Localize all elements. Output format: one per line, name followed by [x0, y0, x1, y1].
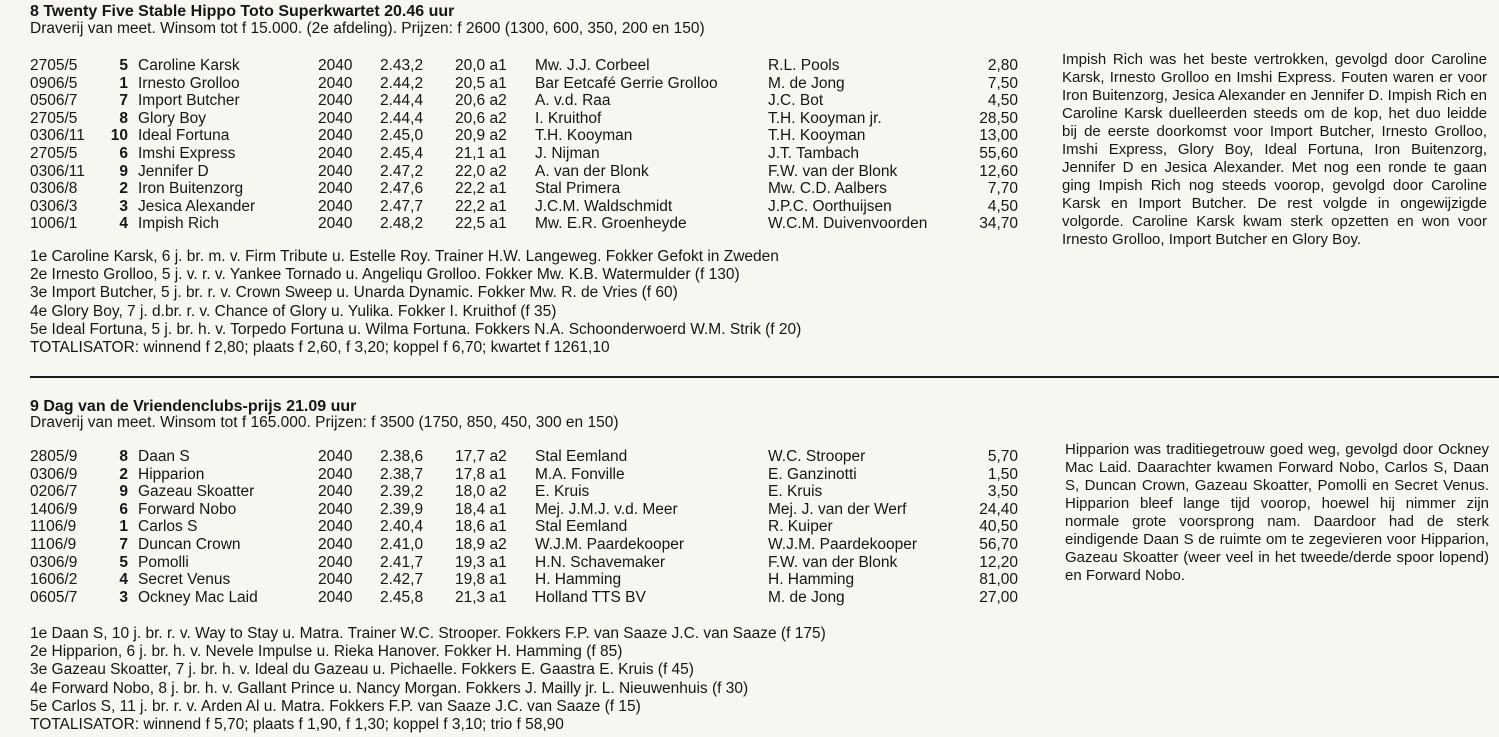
result-time: 2.38,6: [380, 448, 424, 465]
result-odds: 28,50: [979, 109, 1018, 127]
result-code: 1406/9: [30, 500, 78, 518]
result-code: 0906/5: [30, 74, 78, 92]
result-code: 0306/9: [30, 465, 78, 483]
result-num: 8: [119, 448, 128, 465]
race-9-conditions: Draverij van meet. Winsom tot f 165.000. Prijzen: f 3500 (1750, 850, 450, 300 en 150): [30, 414, 619, 431]
result-horse: Caroline Karsk: [138, 57, 240, 74]
result-owner: J.C.M. Waldschmidt: [535, 197, 673, 215]
result-time: 2.41,7: [380, 553, 424, 571]
result-num: 3: [119, 588, 128, 606]
section-divider: [30, 376, 1499, 378]
race-8-conditions: Draverij van meet. Winsom tot f 15.000. (2e afdeling). Prijzen: f 2600 (1300, 600, 350, 200 en 150): [30, 20, 705, 37]
result-row: [30, 589, 1018, 607]
result-time: 2.45,8: [380, 588, 424, 606]
result-horse: Gazeau Skoatter: [138, 483, 255, 501]
placing-line: 4e Forward Nobo, 8 j. br. h. v. Gallant Prince u. Nancy Morgan. Fokkers J. Mailly jr. L. Nieuwenhuis (f 30): [30, 679, 749, 697]
result-driver: M. de Jong: [768, 74, 845, 92]
race-9-placings: [30, 625, 826, 734]
result-red: 22,2 a1: [455, 197, 507, 215]
result-time: 2.41,0: [380, 535, 424, 553]
result-code: 0306/9: [30, 553, 78, 571]
result-horse: Daan S: [138, 448, 190, 465]
result-num: 9: [119, 162, 128, 180]
result-odds: 24,40: [979, 500, 1018, 518]
result-num: 4: [119, 571, 128, 589]
result-red: 18,0 a2: [455, 483, 507, 501]
result-code: 0306/3: [30, 197, 78, 215]
result-owner: Stal Primera: [535, 180, 621, 198]
result-row: [30, 127, 1018, 145]
result-time: 2.39,9: [380, 500, 424, 518]
result-row: [30, 466, 1018, 484]
result-num: 2: [119, 180, 128, 198]
result-red: 21,3 a1: [455, 588, 507, 606]
result-num: 9: [119, 483, 128, 501]
result-horse: Duncan Crown: [138, 535, 241, 553]
result-num: 1: [119, 518, 128, 536]
result-odds: 7,50: [987, 74, 1018, 92]
race-8-title: 8 Twenty Five Stable Hippo Toto Superkwartet 20.46 uur: [30, 3, 455, 20]
result-odds: 4,50: [987, 92, 1018, 110]
result-driver: R.L. Pools: [768, 57, 840, 74]
result-num: 5: [119, 553, 128, 571]
result-time: 2.45,0: [380, 127, 424, 145]
placing-line: 5e Carlos S, 11 j. br. r. v. Arden Al u. Matra. Fokkers F.P. van Saaze J.C. van Saaze (f 15): [30, 697, 641, 715]
result-driver: J.T. Tambach: [768, 144, 860, 162]
result-row: [30, 163, 1018, 181]
result-odds: 55,60: [979, 144, 1018, 162]
result-row: [30, 198, 1018, 216]
result-odds: 2,80: [987, 57, 1018, 74]
result-num: 1: [119, 74, 128, 92]
result-time: 2.47,2: [380, 162, 424, 180]
result-row: [30, 180, 1018, 198]
result-owner: H. Hamming: [535, 571, 622, 589]
result-owner: Mej. J.M.J. v.d. Meer: [535, 500, 678, 518]
result-time: 2.47,7: [380, 197, 424, 215]
result-driver: J.P.C. Oorthuijsen: [768, 197, 892, 215]
result-driver: T.H. Kooyman: [768, 127, 866, 145]
result-owner: A. v.d. Raa: [535, 92, 611, 110]
result-time: 2.47,6: [380, 180, 424, 198]
result-red: 18,6 a1: [455, 518, 507, 536]
result-odds: 56,70: [979, 535, 1018, 553]
result-owner: I. Kruithof: [535, 109, 602, 127]
result-row: [30, 145, 1018, 163]
result-owner: Stal Eemland: [535, 518, 628, 536]
result-driver: R. Kuiper: [768, 518, 833, 536]
result-owner: Stal Eemland: [535, 448, 628, 465]
result-code: 1006/1: [30, 215, 78, 233]
result-row: [30, 518, 1018, 536]
result-time: 2.44,4: [380, 109, 424, 127]
result-odds: 4,50: [987, 197, 1018, 215]
result-owner: J. Nijman: [535, 144, 600, 162]
result-code: 1106/9: [30, 518, 77, 536]
result-horse: Irnesto Grolloo: [138, 74, 240, 92]
result-code: 2705/5: [30, 57, 78, 74]
result-code: 0605/7: [30, 588, 78, 606]
result-horse: Forward Nobo: [138, 500, 237, 518]
result-num: 10: [110, 127, 128, 145]
result-code: 1606/2: [30, 571, 78, 589]
result-horse: Import Butcher: [138, 92, 240, 110]
result-driver: E. Ganzinotti: [768, 465, 857, 483]
result-dist: 2040: [318, 553, 353, 571]
result-odds: 12,20: [979, 553, 1018, 571]
result-horse: Jesica Alexander: [138, 197, 256, 215]
result-owner: Mw. J.J. Corbeel: [535, 57, 650, 74]
result-time: 2.42,7: [380, 571, 424, 589]
result-driver: J.C. Bot: [768, 92, 824, 110]
result-red: 22,2 a1: [455, 180, 507, 198]
result-driver: W.J.M. Paardekooper: [768, 535, 918, 553]
result-dist: 2040: [318, 127, 353, 145]
result-horse: Secret Venus: [138, 571, 231, 589]
result-red: 18,9 a2: [455, 535, 507, 553]
result-dist: 2040: [318, 588, 353, 606]
result-owner: W.J.M. Paardekooper: [535, 535, 685, 553]
result-red: 19,3 a1: [455, 553, 507, 571]
result-num: 5: [119, 57, 128, 74]
result-dist: 2040: [318, 448, 353, 465]
result-dist: 2040: [318, 74, 353, 92]
placing-line: 1e Daan S, 10 j. br. r. v. Way to Stay u. Matra. Trainer W.C. Strooper. Fokkers F.P. van Saaze J.C. van Saaze (f 175): [30, 625, 826, 642]
result-num: 4: [119, 215, 128, 233]
placing-line: 2e Irnesto Grolloo, 5 j. v. r. v. Yankee Tornado u. Angeliqu Grolloo. Fokker Mw. K.B. Watermulder (f 130): [30, 266, 740, 284]
result-code: 0306/11: [30, 162, 85, 180]
totalisator-line: TOTALISATOR: winnend f 5,70; plaats f 1,90, f 1,30; koppel f 3,10; trio f 58,90: [30, 716, 564, 734]
placing-line: 1e Caroline Karsk, 6 j. br. m. v. Firm Tribute u. Estelle Roy. Trainer H.W. Langeweg. Fokker Gefokt in Zweden: [30, 248, 779, 265]
result-odds: 40,50: [979, 518, 1018, 536]
result-row: [30, 554, 1018, 572]
result-dist: 2040: [318, 571, 353, 589]
result-red: 19,8 a1: [455, 571, 507, 589]
result-owner: Holland TTS BV: [535, 588, 646, 606]
result-driver: W.C.M. Duivenvoorden: [768, 215, 928, 233]
result-owner: T.H. Kooyman: [535, 127, 633, 145]
result-red: 17,7 a2: [455, 448, 507, 465]
result-red: 17,8 a1: [455, 465, 507, 483]
result-dist: 2040: [318, 109, 353, 127]
race-9-title: 9 Dag van de Vriendenclubs-prijs 21.09 uur: [30, 398, 357, 415]
result-row: [30, 92, 1018, 110]
placing-line: 3e Gazeau Skoatter, 7 j. br. h. v. Ideal du Gazeau u. Pichaelle. Fokkers E. Gaastra E. Kruis (f 45): [30, 661, 694, 679]
result-red: 20,5 a1: [455, 74, 507, 92]
result-horse: Jennifer D: [138, 162, 209, 180]
result-odds: 13,00: [979, 127, 1018, 145]
race-8-results: [30, 57, 1018, 233]
result-dist: 2040: [318, 144, 353, 162]
race-9-results: [30, 448, 1018, 606]
result-code: 2705/5: [30, 109, 78, 127]
result-num: 7: [119, 92, 128, 110]
result-driver: T.H. Kooyman jr.: [768, 109, 882, 127]
result-horse: Hipparion: [138, 465, 205, 483]
result-num: 3: [119, 197, 128, 215]
result-owner: A. van der Blonk: [535, 162, 649, 180]
result-time: 2.39,2: [380, 483, 424, 501]
result-odds: 12,60: [979, 162, 1018, 180]
result-horse: Glory Boy: [138, 109, 207, 127]
result-row: [30, 75, 1018, 93]
result-red: 22,0 a2: [455, 162, 507, 180]
result-owner: M.A. Fonville: [535, 465, 625, 483]
result-time: 2.45,4: [380, 144, 424, 162]
result-time: 2.44,2: [380, 74, 424, 92]
result-dist: 2040: [318, 92, 353, 110]
result-row: [30, 483, 1018, 501]
result-horse: Impish Rich: [138, 215, 219, 233]
result-row: [30, 110, 1018, 128]
result-time: 2.48,2: [380, 215, 424, 233]
result-num: 8: [119, 109, 128, 127]
result-odds: 3,50: [987, 483, 1018, 501]
result-horse: Imshi Express: [138, 144, 236, 162]
placing-line: 3e Import Butcher, 5 j. br. r. v. Crown Sweep u. Unarda Dynamic. Fokker Mw. R. de Vries (f 60): [30, 284, 678, 302]
result-odds: 27,00: [979, 588, 1018, 606]
result-red: 21,1 a1: [455, 144, 507, 162]
result-horse: Ideal Fortuna: [138, 127, 230, 145]
result-row: [30, 536, 1018, 554]
result-odds: 1,50: [987, 465, 1018, 483]
result-num: 6: [119, 500, 128, 518]
result-time: 2.40,4: [380, 518, 424, 536]
result-dist: 2040: [318, 162, 353, 180]
result-num: 6: [119, 144, 128, 162]
result-driver: M. de Jong: [768, 588, 845, 606]
totalisator-line: TOTALISATOR: winnend f 2,80; plaats f 2,60, f 3,20; koppel f 6,70; kwartet f 1261,10: [30, 339, 610, 357]
result-driver: H. Hamming: [768, 571, 855, 589]
result-dist: 2040: [318, 518, 353, 536]
race-9-report: Hipparion was traditiegetrouw goed weg, gevolgd door Ockney Mac Laid. Daarachter kwamen Forward Nobo, Carlos S, Daan S, Duncan Crown, Gazeau Skoatter, Pomolli en Secret Venus. Hipparion bleef lange tijd voorop, hoewel hij nimmer zijn normale grote voorsprong nam. Daardoor had de sterk eindigende Daan S de ruimte om te zegevieren voor Hipparion, Gazeau Skoatter (weer veel in het tweede/derde spoor lopend) en Forward Nobo.: [1065, 441, 1489, 584]
result-odds: 7,70: [987, 180, 1018, 198]
result-dist: 2040: [318, 483, 353, 501]
result-num: 7: [119, 535, 128, 553]
result-row: [30, 448, 1018, 466]
result-driver: E. Kruis: [768, 483, 823, 501]
result-code: 2805/9: [30, 448, 78, 465]
result-horse: Pomolli: [138, 553, 189, 571]
result-code: 2705/5: [30, 144, 78, 162]
race-8-placings: [30, 248, 801, 357]
result-red: 20,6 a2: [455, 109, 507, 127]
result-owner: E. Kruis: [535, 483, 590, 501]
race-8-report: Impish Rich was het beste vertrokken, gevolgd door Caroline Karsk, Irnesto Grolloo en Imshi Express. Fouten waren er voor Iron Buitenzorg, Jesica Alexander en Jennifer D. Impish Rich en Caroline Karsk duelleerden steeds om de kop, het duo leidde bij de eerste doorkomst voor Import Butcher, Irnesto Grolloo, Imshi Express, Glory Boy, Ideal Fortuna, Iron Buitenzorg, Jennifer D en Jesica Alexander. Met nog een ronde te gaan ging Impish Rich nog steeds voorop, gevolgd door Caroline Karsk en Import Butcher. De rest volgde in ongewijzigde volgorde. Caroline Karsk kwam sterk opzetten en won voor Irnesto Grolloo, Import Butcher en Glory Boy.: [1062, 51, 1487, 248]
result-odds: 5,70: [987, 448, 1018, 465]
result-row: [30, 215, 1018, 233]
result-dist: 2040: [318, 57, 353, 74]
result-dist: 2040: [318, 215, 353, 233]
result-driver: Mw. C.D. Aalbers: [768, 180, 887, 198]
result-horse: Carlos S: [138, 518, 198, 536]
result-dist: 2040: [318, 535, 353, 553]
result-horse: Ockney Mac Laid: [138, 588, 258, 606]
result-dist: 2040: [318, 500, 353, 518]
result-red: 22,5 a1: [455, 215, 507, 233]
result-red: 20,9 a2: [455, 127, 507, 145]
result-row: [30, 501, 1018, 519]
result-red: 18,4 a1: [455, 500, 507, 518]
result-driver: F.W. van der Blonk: [768, 162, 898, 180]
result-horse: Iron Buitenzorg: [138, 180, 244, 198]
result-owner: H.N. Schavemaker: [535, 553, 666, 571]
result-owner: Bar Eetcafé Gerrie Grolloo: [535, 74, 718, 92]
result-driver: Mej. J. van der Werf: [768, 500, 907, 518]
result-driver: W.C. Strooper: [768, 448, 866, 465]
result-time: 2.38,7: [380, 465, 424, 483]
placing-line: 4e Glory Boy, 7 j. d.br. r. v. Chance of Glory u. Yulika. Fokker I. Kruithof (f 35): [30, 302, 557, 320]
result-red: 20,6 a2: [455, 92, 507, 110]
result-code: 0306/8: [30, 180, 78, 198]
result-time: 2.43,2: [380, 57, 424, 74]
result-time: 2.44,4: [380, 92, 424, 110]
result-red: 20,0 a1: [455, 57, 507, 74]
result-owner: Mw. E.R. Groenheyde: [535, 215, 687, 233]
result-code: 0206/7: [30, 483, 78, 501]
result-driver: F.W. van der Blonk: [768, 553, 898, 571]
result-dist: 2040: [318, 465, 353, 483]
result-odds: 81,00: [979, 571, 1018, 589]
placing-line: 5e Ideal Fortuna, 5 j. br. h. v. Torpedo Fortuna u. Wilma Fortuna. Fokkers N.A. Schoonderwoerd W.M. Strik (f 20): [30, 320, 802, 338]
result-code: 0506/7: [30, 92, 78, 110]
result-num: 2: [119, 465, 128, 483]
result-odds: 34,70: [979, 215, 1018, 233]
result-dist: 2040: [318, 197, 353, 215]
result-row: [30, 571, 1018, 589]
result-code: 0306/11: [30, 127, 85, 145]
result-dist: 2040: [318, 180, 353, 198]
placing-line: 2e Hipparion, 6 j. br. h. v. Nevele Impulse u. Rieka Hanover. Fokker H. Hamming (f 85): [30, 643, 623, 661]
result-row: [30, 57, 1018, 75]
result-code: 1106/9: [30, 535, 77, 553]
